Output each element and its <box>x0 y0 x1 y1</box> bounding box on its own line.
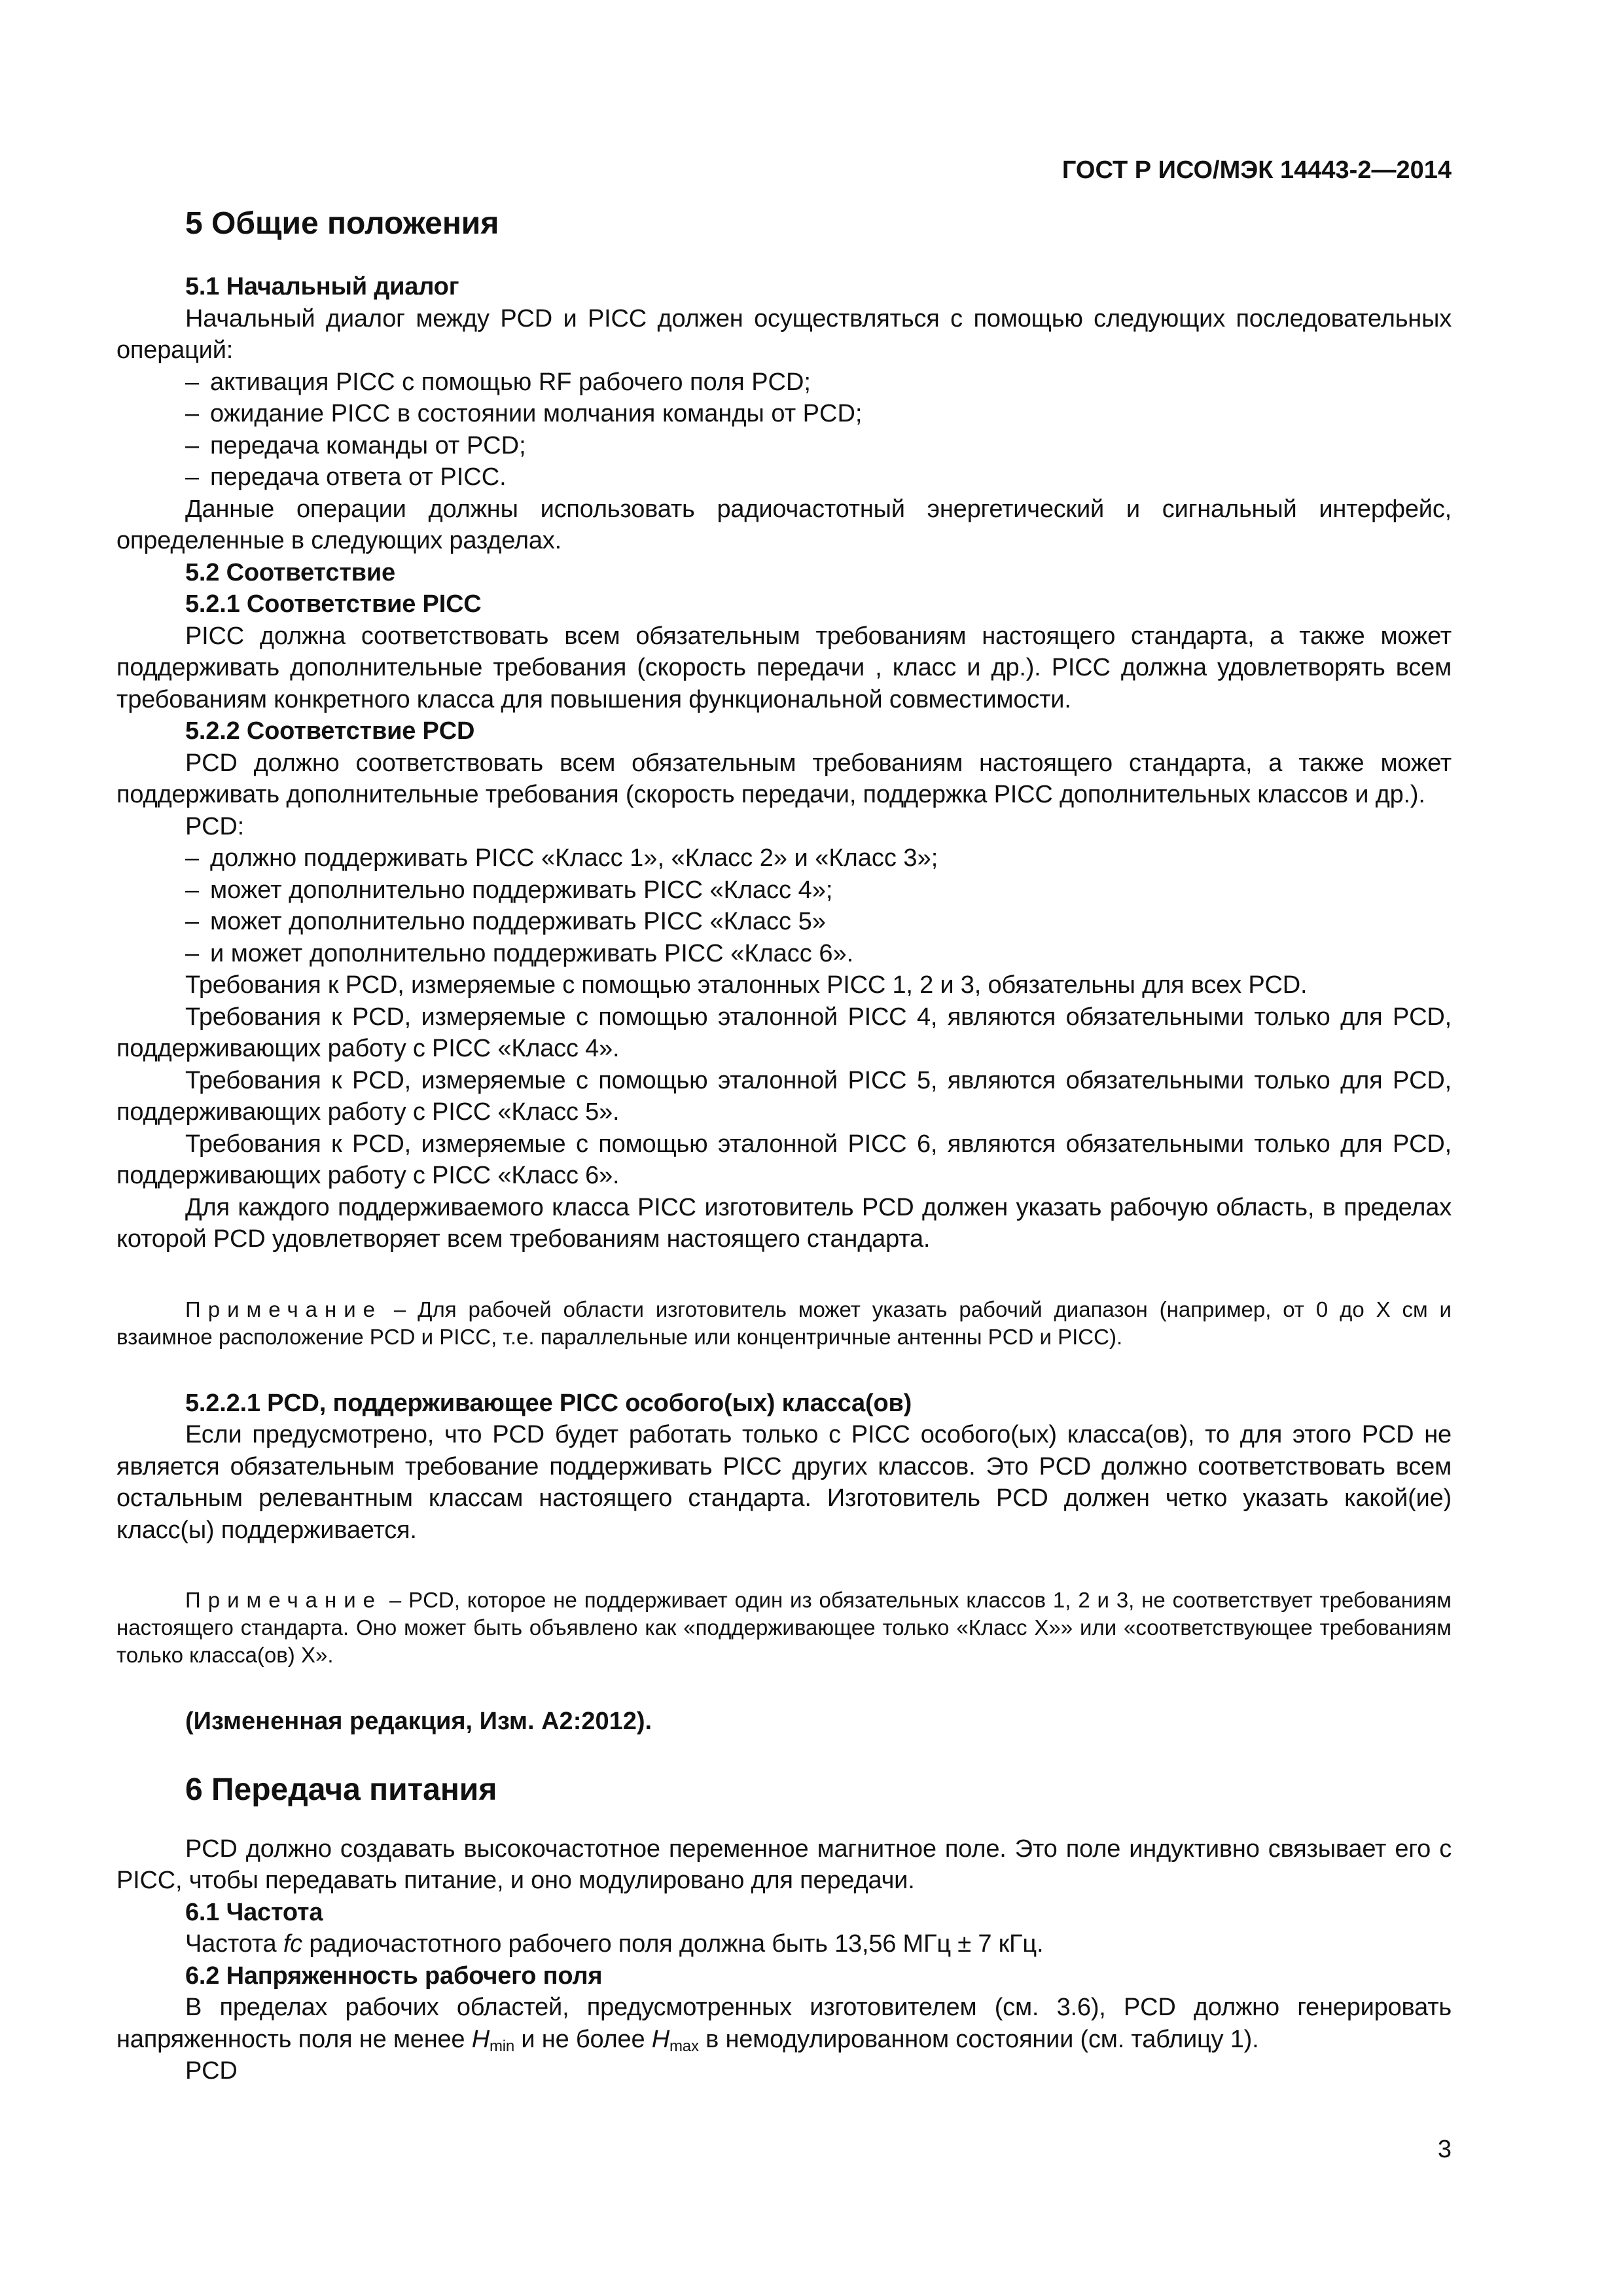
text-fragment: в немодулированном состоянии (см. таблицу 1). <box>698 2025 1259 2053</box>
section-6-title: 6 Передача питания <box>185 1772 497 1807</box>
list-item-text: передача команды от PCD; <box>210 431 526 459</box>
note-text: – Для рабочей области изготовитель может указать рабочий диапазон (например, от 0 до X см и взаимное расположение PCD и PICC, т.е. параллельные или концентричные антенны PCD и PICC). <box>116 1297 1452 1349</box>
section-5-1-title: 5.1 Начальный диалог <box>185 273 459 300</box>
requirement-paragraph: Требования к PCD, измеряемые с помощью эталонной PICC 6, являются обязательными только для PCD, поддерживающих работу с PICC «Класс 6». <box>116 1130 1452 1189</box>
list-item-text: может дополнительно поддерживать PICC «Класс 4»; <box>210 876 833 904</box>
text-fragment: радиочастотного рабочего поля должна быть 13,56 МГц ± 7 кГц. <box>302 1930 1044 1958</box>
note-lead: Примечание <box>185 1588 383 1612</box>
section-5-2-2-text: PCD должно соответствовать всем обязательным требованиям настоящего стандарта, а также может поддерживать дополнительные требования (скорость передачи, поддержка PICC дополнительных классов и др.). <box>116 749 1452 808</box>
dash-marker: – <box>185 431 200 459</box>
requirement-paragraph: Требования к PCD, измеряемые с помощью эталонных PICC 1, 2 и 3, обязательны для всех PCD. <box>185 971 1308 999</box>
dash-marker: – <box>185 876 200 904</box>
frequency-symbol: fc <box>283 1930 302 1958</box>
hmin-symbol: H <box>471 2025 490 2053</box>
dash-marker: – <box>185 844 200 872</box>
list-item <box>116 906 1452 938</box>
list-item <box>116 398 1452 430</box>
document-header: ГОСТ Р ИСО/МЭК 14443-2—2014 <box>1061 156 1452 184</box>
document-content <box>116 202 1452 2087</box>
section-5-1-intro: Начальный диалог между PCD и PICC должен осуществляться с помощью следующих последовательных операций: <box>116 304 1452 364</box>
hmax-symbol: H <box>651 2025 669 2053</box>
requirement-paragraph: Требования к PCD, измеряемые с помощью эталонной PICC 5, являются обязательными только для PCD, поддерживающих работу с PICC «Класс 5». <box>116 1066 1452 1126</box>
dash-marker: – <box>185 463 200 491</box>
text-fragment: и не более <box>514 2025 652 2053</box>
section-6-1-text <box>116 1928 1452 1960</box>
section-5-2-2-1-title: 5.2.2.1 PCD, поддерживающее PICC особого(ых) класса(ов) <box>185 1389 912 1417</box>
dash-marker: – <box>185 939 200 967</box>
section-5-2-1-text: PICC должна соответствовать всем обязательным требованиям настоящего стандарта, а также может поддерживать дополнительные требования (скорость передачи , класс и др.). PICC должна удовлетворять всем требованиям конкретного класса для повышения функциональной совместимости. <box>116 622 1452 713</box>
note-lead: Примечание <box>185 1297 383 1321</box>
section-6-intro: PCD должно создавать высокочастотное переменное магнитное поле. Это поле индуктивно связывает его с PICC, чтобы передавать питание, и оно модулировано для передачи. <box>116 1835 1452 1894</box>
dash-marker: – <box>185 908 200 935</box>
section-5-2-title: 5.2 Соответствие <box>185 558 395 586</box>
list-item-text: передача ответа от PICC. <box>210 463 507 491</box>
list-item-text: активация PICC с помощью RF рабочего поля PCD; <box>210 368 811 396</box>
list-item-text: может дополнительно поддерживать PICC «Класс 5» <box>210 908 826 935</box>
text-fragment: Частота <box>185 1930 283 1958</box>
list-item-text: и может дополнительно поддерживать PICC «Класс 6». <box>210 939 854 967</box>
hmin-subscript: min <box>489 2037 515 2055</box>
section-6-2-title: 6.2 Напряженность рабочего поля <box>185 1962 603 1990</box>
list-item-text: ожидание PICC в состоянии молчания команды от PCD; <box>210 400 863 427</box>
section-5-2-2-title: 5.2.2 Соответствие PCD <box>185 717 475 745</box>
list-item <box>116 842 1452 874</box>
requirement-paragraph: Требования к PCD, измеряемые с помощью эталонной PICC 4, являются обязательными только для PCD, поддерживающих работу с PICC «Класс 4». <box>116 1003 1452 1062</box>
pcd-label: PCD: <box>185 812 244 840</box>
section-5-title: 5 Общие положения <box>185 206 499 241</box>
note-2 <box>116 1587 1452 1669</box>
section-5-2-2-1-text: Если предусмотрено, что PCD будет работать только с PICC особого(ых) класса(ов), то для этого PCD не является обязательным требование поддерживать PICC других классов. Это PCD должно соответствовать всем остальным релевантным классам настоящего стандарта. Изготовитель PCD должен четко указать какой(ие) класс(ы) поддерживается. <box>116 1421 1452 1544</box>
list-item <box>116 938 1452 970</box>
dash-marker: – <box>185 400 200 427</box>
note-text: – PCD, которое не поддерживает один из обязательных классов 1, 2 и 3, не соответствует требованиям настоящего стандарта. Оно может быть объявлено как «поддерживающее только «Класс X»» или «соответствующее требованиям только класса(ов) X». <box>116 1588 1452 1667</box>
list-item <box>116 430 1452 462</box>
hmax-subscript: max <box>669 2037 699 2055</box>
section-6-2-last-line: PCD <box>185 2057 238 2085</box>
list-item-text: должно поддерживать PICC «Класс 1», «Класс 2» и «Класс 3»; <box>210 844 938 872</box>
note-1 <box>116 1296 1452 1351</box>
text-fragment: В пределах рабочих областей, предусмотренных изготовителем (см. 3.6), PCD должно генерировать напряженность поля не менее <box>116 1994 1452 2053</box>
list-item <box>116 367 1452 399</box>
page-number: 3 <box>1437 2136 1452 2163</box>
section-5-1-outro: Данные операции должны использовать радиочастотный энергетический и сигнальный интерфейс, определенные в следующих разделах. <box>116 495 1452 554</box>
list-item <box>116 874 1452 906</box>
revision-note: (Измененная редакция, Изм. А2:2012). <box>185 1708 652 1735</box>
section-5-2-1-title: 5.2.1 Соответствие PICC <box>185 590 482 618</box>
dash-marker: – <box>185 368 200 396</box>
document-page <box>116 0 1452 2296</box>
requirement-paragraph: Для каждого поддерживаемого класса PICC изготовитель PCD должен указать рабочую область, в пределах которой PCD удовлетворяет всем требованиям настоящего стандарта. <box>116 1193 1452 1253</box>
section-6-2-text <box>116 1992 1452 2055</box>
list-item <box>116 461 1452 493</box>
section-6-1-title: 6.1 Частота <box>185 1898 323 1926</box>
